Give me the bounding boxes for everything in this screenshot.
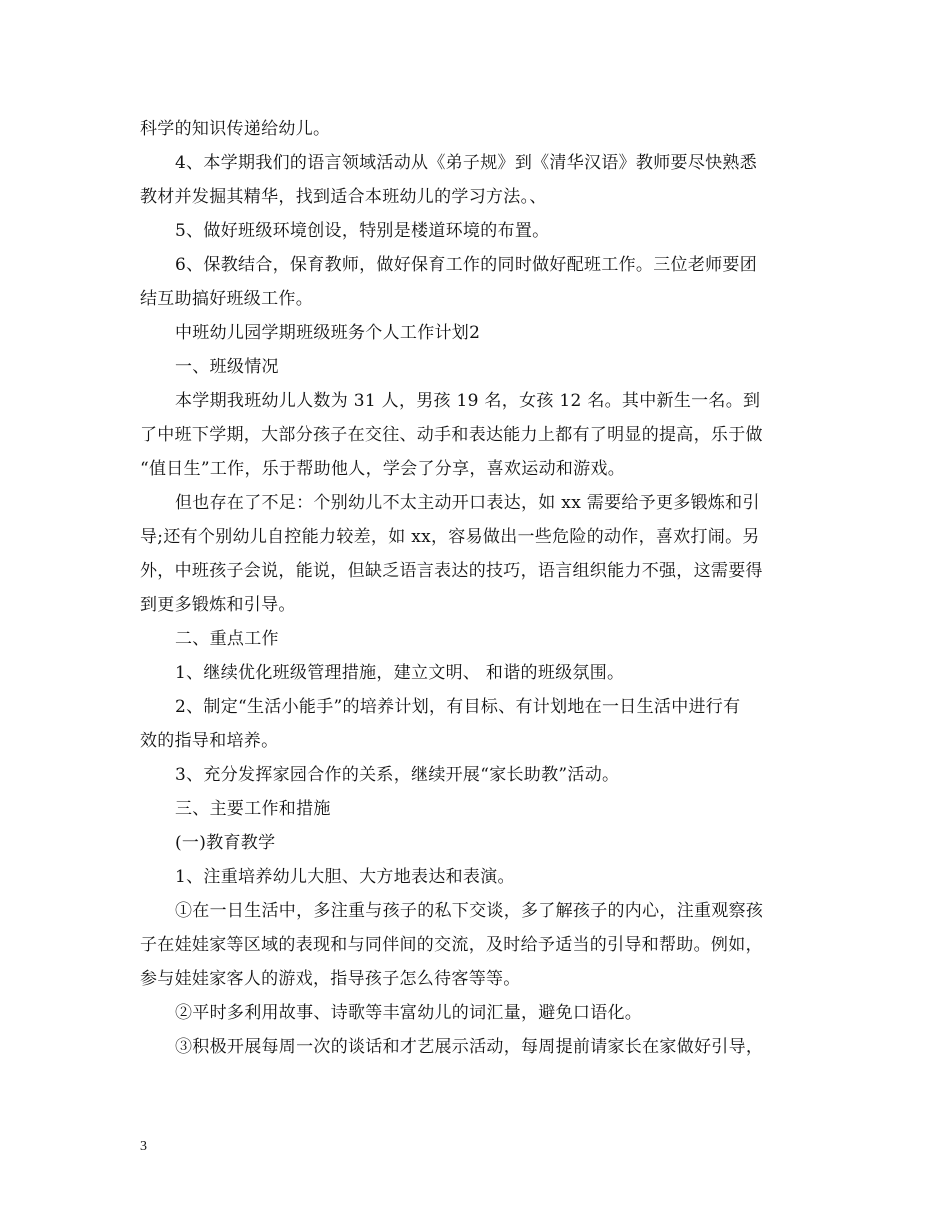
text-line: (一)教育教学: [175, 833, 276, 853]
text-line: ②平时多利用故事、诗歌等丰富幼儿的词汇量，避免口语化。: [175, 1003, 643, 1023]
text-line: 子在娃娃家等区域的表现和与同伴间的交流，及时给予适当的引导和帮助。例如，: [140, 935, 763, 955]
text-line: 一、班级情况: [175, 357, 279, 377]
text-line: 但也存在了不足：个别幼儿不太主动开口表达，如 xx 需要给予更多锻炼和引: [175, 493, 760, 513]
text-line: 1、继续优化班级管理措施，建立文明、 和谐的班级氛围。: [175, 663, 625, 683]
text-line: ①在一日生活中，多注重与孩子的私下交谈，多了解孩子的内心，注重观察孩: [175, 901, 764, 921]
text-line: 3、充分发挥家园合作的关系，继续开展“家长助教”活动。: [175, 765, 620, 785]
text-line: 本学期我班幼儿人数为 31 人，男孩 19 名，女孩 12 名。其中新生一名。到: [175, 391, 761, 411]
text-line: ③积极开展每周一次的谈话和才艺展示活动，每周提前请家长在家做好引导，: [175, 1037, 764, 1057]
document-body: [140, 112, 815, 1064]
text-line: 教材并发掘其精华，找到适合本班幼儿的学习方法。、: [140, 187, 547, 207]
text-line: 科学的知识传递给幼儿。: [140, 119, 331, 139]
text-line: 参与娃娃家客人的游戏，指导孩子怎么待客等等。: [140, 969, 521, 989]
text-line: 中班幼儿园学期班级班务个人工作计划2: [175, 323, 481, 343]
text-line: 三、主要工作和措施: [175, 799, 331, 819]
text-line: 外，中班孩子会说，能说，但缺乏语言表达的技巧，语言组织能力不强，这需要得: [140, 561, 763, 581]
text-line: 效的指导和培养。: [140, 731, 279, 751]
text-line: 6、保教结合，保育教师，做好保育工作的同时做好配班工作。三位老师要团: [175, 255, 758, 275]
text-line: 二、重点工作: [175, 629, 279, 649]
text-line: “值日生”工作，乐于帮助他人，学会了分享，喜欢运动和游戏。: [140, 459, 626, 479]
text-line: 了中班下学期，大部分孩子在交往、动手和表达能力上都有了明显的提高，乐于做: [140, 425, 763, 445]
text-line: 导;还有个别幼儿自控能力较差，如 xx，容易做出一些危险的动作，喜欢打闹。另: [140, 527, 760, 547]
text-line: 5、做好班级环境创设，特别是楼道环境的布置。: [175, 221, 550, 241]
text-line: 到更多锻炼和引导。: [140, 595, 296, 615]
text-line: 2、制定“生活小能手”的培养计划，有目标、有计划地在一日生活中进行有: [175, 697, 741, 717]
text-line: 1、注重培养幼儿大胆、大方地表达和表演。: [175, 867, 515, 887]
text-line: 4、本学期我们的语言领域活动从《弟子规》到《清华汉语》教师要尽快熟悉: [175, 153, 758, 173]
page-number: 3: [140, 1139, 147, 1154]
text-line: 结互助搞好班级工作。: [140, 289, 313, 309]
